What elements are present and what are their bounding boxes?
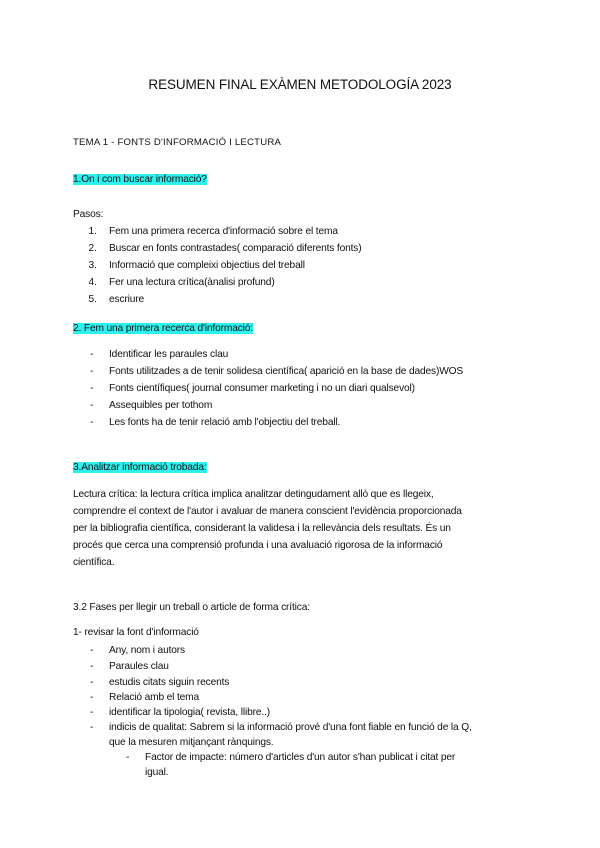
step-text: Fem una primera recerca d'informació sobre el tema [109, 226, 338, 237]
subsection-heading: 1- revisar la font d'informació [73, 627, 199, 638]
page-title: RESUMEN FINAL EXÀMEN METODOLOGÍA 2023 [148, 77, 452, 92]
bullet-item-qualitat-cont: que la mesuren mitjançant rànquings. [109, 737, 274, 748]
bullet-dash: - [90, 722, 94, 733]
bullet-dash: - [90, 677, 94, 688]
section-2-heading: 2. Fem una primera recerca d'informació: [73, 323, 253, 334]
step-text: escriure [109, 294, 145, 305]
bullet-dash: - [90, 400, 94, 411]
step-text: Fer una lectura crítica(ànalisi profund) [109, 277, 275, 288]
step-text: Buscar en fonts contrastades( comparació diferents fonts) [109, 243, 362, 254]
bullet-item: Fonts científiques( journal consumer marketing i no un diari qualsevol) [109, 383, 415, 394]
bullet-dash: - [90, 692, 94, 703]
bullet-item: Paraules clau [109, 661, 169, 672]
paragraph-line: procés que cerca una comprensió profunda i una avaluació rigorosa de la informació [73, 540, 443, 551]
paragraph-line: Lectura crítica: la lectura crítica implica analitzar detingudament allò que es llegeix, [73, 489, 434, 500]
bullet-item: Identificar les paraules clau [109, 349, 229, 360]
bullet-item: Assequibles per tothom [109, 400, 213, 411]
bullet-dash: - [90, 645, 94, 656]
section-3-heading: 3.Analitzar informació trobada: [73, 462, 207, 473]
paragraph-line: comprendre el context de l'autor i avaluar de manera conscient l'evidència proporcionada [73, 506, 462, 517]
sub-bullet-item: Factor de impacte: número d'articles d'un autor s'han publicat i citat per [145, 752, 456, 763]
step-number: 1. [88, 226, 97, 237]
bullet-item: Any, nom i autors [109, 645, 185, 656]
bullet-dash: - [90, 383, 94, 394]
paragraph-line: científica. [73, 557, 115, 568]
bullet-dash: - [90, 707, 94, 718]
paragraph-line: per la bibliografia científica, considerant la validesa i la rellevància dels resultats. És un [73, 523, 451, 534]
step-number: 2. [88, 243, 97, 254]
step-number: 3. [88, 260, 97, 271]
bullet-dash: - [90, 349, 94, 360]
bullet-dash: - [90, 417, 94, 428]
bullet-item: Fonts utilitzades a de tenir solidesa científica( aparició en la base de dades)WOS [109, 366, 464, 377]
bullet-dash: - [90, 661, 94, 672]
bullet-dash: - [90, 366, 94, 377]
step-number: 5. [88, 294, 97, 305]
bullet-item: Relació amb el tema [109, 692, 200, 703]
bullet-item: Les fonts ha de tenir relació amb l'objectiu del treball. [109, 417, 341, 428]
sub-bullet-item-cont: igual. [145, 767, 169, 778]
bullet-item: identificar la tipologia( revista, llibre..) [109, 707, 270, 718]
bullet-item: estudis citats siguin recents [109, 677, 230, 688]
pasos-label: Pasos: [73, 209, 104, 220]
step-text: Informació que compleixi objectius del treball [109, 260, 305, 271]
section-1-heading: 1.On i com buscar informació? [73, 174, 207, 185]
bullet-item-qualitat: indicis de qualitat: Sabrem si la informació prové d'una font fiable en funció de la Q, [109, 722, 472, 733]
sub-bullet-dash: - [126, 752, 130, 763]
section-3-2-heading: 3.2 Fases per llegir un treball o article de forma crítica: [73, 602, 310, 613]
section-tema1-heading: TEMA 1 - FONTS D'INFORMACIÓ I LECTURA [73, 137, 282, 148]
step-number: 4. [88, 277, 97, 288]
